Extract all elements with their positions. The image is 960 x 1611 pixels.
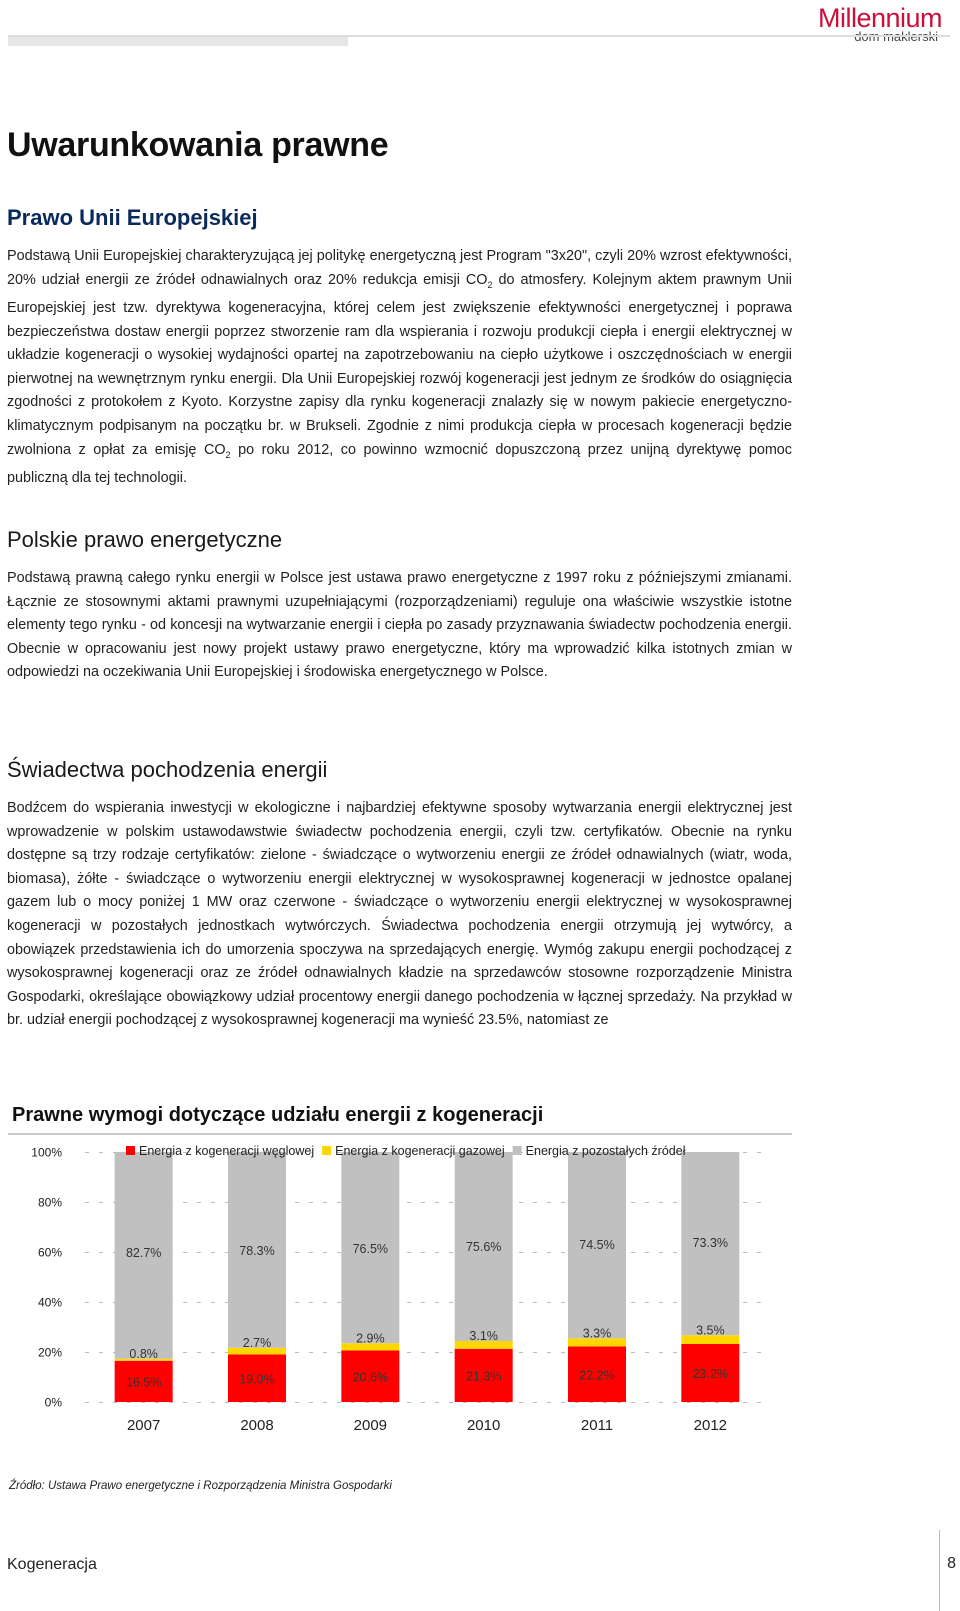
y-tick-label: 60% (37, 1245, 62, 1260)
header-accent-bar (8, 37, 348, 46)
x-tick-label: 2009 (353, 1417, 388, 1434)
data-label: 20.6% (352, 1370, 389, 1385)
stacked-bar-chart (0, 1140, 800, 1470)
legend-label: Energia z kogeneracji gazowej (335, 1144, 505, 1158)
data-label: 3.5% (696, 1323, 725, 1338)
legend-label: Energia z pozostałych źródeł (525, 1144, 686, 1158)
legend-swatch (322, 1146, 331, 1155)
body-eu-part-b: do atmosfery. Kolejnym aktem prawnym Unii Europejskiej jest tzw. dyrektywa kogeneracyjna, której celem jest zwiększenie efektywności energetycznej i poprawa bezpieczeństwa dostaw energii poprzez stworzenie ram dla wspierania i rozwoju produkcji ciepła i energii elektrycznej w układzie kogeneracji o wysokiej wydajności opartej na zapotrzebowaniu na ciepło użytkowe i oszczędnościach w energii pierwotnej na wewnętrznym rynku energii. Dla Unii Europejskiej rozwój kogeneracji jest jednym ze środków do osiągnięcia zgodności z protokołem z Kyoto. Korzystne zapisy dla rynku kogeneracji znalazły się w nowym pakiecie energetyczno-klimatycznym podpisanym na początku br. w Brukseli. Zgodnie z nimi produkcja ciepła w procesach kogeneracji będzie zwolniona z opłat za emisję CO (7, 271, 792, 458)
data-label: 22.2% (579, 1368, 615, 1383)
page-number: 8 (947, 1555, 956, 1572)
logo-brand: Millennium (817, 3, 942, 33)
section-title-eu: Prawo Unii Europejskiej (7, 205, 258, 230)
data-label: 73.3% (692, 1236, 729, 1250)
section-body-cert: Bodźcem do wspierania inwestycji w ekologiczne i najbardziej efektywne sposoby wytwarzania energii elektrycznej jest wprowadzenie w polskim ustawodawstwie świadectw pochodzenia energii, czyli tzw. certyfikatów. Obecnie na rynku dostępne są trzy rodzaje certyfikatów: zielone - świadczące o wytworzeniu energii ze źródeł odnawialnych (wiatr, woda, biomasa), żółte - świadczące o wytworzeniu energii elektrycznej w wysokosprawnej kogeneracji w jednostce opalanej gazem lub o mocy poniżej 1 MW oraz czerwone - świadczące o wytworzeniu energii elektrycznej w wysokosprawnej kogeneracji w pozostałych jednostkach wytwórczych. Świadectwa pochodzenia energii otrzymują jej wytwórcy, a obowiązek przedstawienia ich do umorzenia spoczywa na sprzedających energię. Wymóg zakupu energii pochodzącej z wysokosprawnej kogeneracji oraz ze źródeł odnawialnych kładzie na sprzedawców stosowne rozporządzenie Ministra Gospodarki, określające obowiązkowy udział procentowy energii danego pochodzenia w łącznej sprzedaży. Na przykład w br. udział energii pochodzącej z wysokosprawnej kogeneracji ma wynieść 23.5%, natomiast ze (7, 800, 792, 1029)
data-label: 16.5% (125, 1375, 162, 1390)
data-label: 3.3% (582, 1326, 612, 1341)
data-label: 21.3% (465, 1369, 502, 1384)
footer-section-name: Kogeneracja (7, 1556, 97, 1573)
x-tick-label: 2008 (240, 1417, 274, 1434)
y-tick-label: 40% (37, 1295, 62, 1310)
footer-divider (939, 1530, 940, 1611)
y-tick-label: 20% (37, 1345, 62, 1360)
data-label: 19.0% (239, 1372, 275, 1387)
section-title-pl: Polskie prawo energetyczne (7, 527, 283, 552)
legend-swatch (126, 1146, 135, 1155)
section-polish-law (7, 527, 792, 685)
section-eu-law (7, 205, 792, 491)
x-tick-label: 2012 (693, 1417, 728, 1434)
data-label: 2.9% (356, 1331, 385, 1346)
y-tick-label: 0% (44, 1395, 62, 1410)
section-body-pl: Podstawą prawną całego rynku energii w Polsce jest ustawa prawo energetyczne z 1997 roku z późniejszymi zmianami. Łącznie ze stosownymi aktami prawnymi uzupełniającymi (rozporządzeniami) reguluje ona właściwie wszystkie istotne elementy tego rynku - od koncesji na wytwarzanie energii i ciepła po zasady przyznawania świadectw pochodzenia energii. Obecnie w opracowaniu jest nowy projekt ustawy prawo energetyczne, który ma wprowadzić kilka istotnych zmian w odpowiedzi na oczekiwania Unii Europejskiej i środowiska energetycznego w Polsce. (7, 570, 792, 681)
logo (818, 4, 942, 44)
section-title-cert: Świadectwa pochodzenia energii (7, 757, 328, 782)
body-eu-part-c: po roku 2012, co powinno wzmocnić dopuszczoną przez unijną dyrektywę pomoc publiczną dla tej technologii. (7, 441, 793, 487)
page-title: Uwarunkowania prawne (7, 126, 389, 164)
chart-title: Prawne wymogi dotyczące udziału energii z kogeneracji (12, 1104, 544, 1126)
legend-swatch (513, 1146, 522, 1155)
section-body-eu (7, 245, 792, 491)
data-label: 23.2% (692, 1367, 729, 1381)
data-label: 76.5% (352, 1242, 389, 1256)
co2-subscript: 2 (487, 279, 493, 290)
data-label: 75.6% (465, 1240, 502, 1254)
co2-subscript: 2 (225, 449, 231, 460)
x-tick-label: 2010 (466, 1417, 501, 1434)
chart-source: Źródło: Ustawa Prawo energetyczne i Rozporządzenia Ministra Gospodarki (9, 1480, 392, 1492)
y-tick-label: 100% (31, 1145, 62, 1160)
legend-label: Energia z kogeneracji węglowej (139, 1144, 315, 1158)
data-label: 74.5% (579, 1238, 615, 1252)
data-label: 0.8% (129, 1346, 158, 1361)
data-label: 82.7% (125, 1246, 162, 1260)
y-tick-label: 80% (37, 1195, 62, 1210)
section-certificates (7, 757, 792, 1033)
chart-title-rule (8, 1133, 792, 1135)
data-label: 3.1% (469, 1329, 498, 1343)
body-eu-part-a: Podstawą Unii Europejskiej charakteryzującą jej politykę energetyczną jest Program "3x20", czyli 20% wzrost efektywności, 20% udział energii ze źródeł odnawialnych oraz 20% redukcja emisji CO (7, 248, 792, 288)
data-label: 2.7% (242, 1335, 272, 1350)
x-tick-label: 2011 (580, 1417, 614, 1434)
data-label: 78.3% (239, 1244, 275, 1258)
x-tick-label: 2007 (126, 1417, 161, 1434)
